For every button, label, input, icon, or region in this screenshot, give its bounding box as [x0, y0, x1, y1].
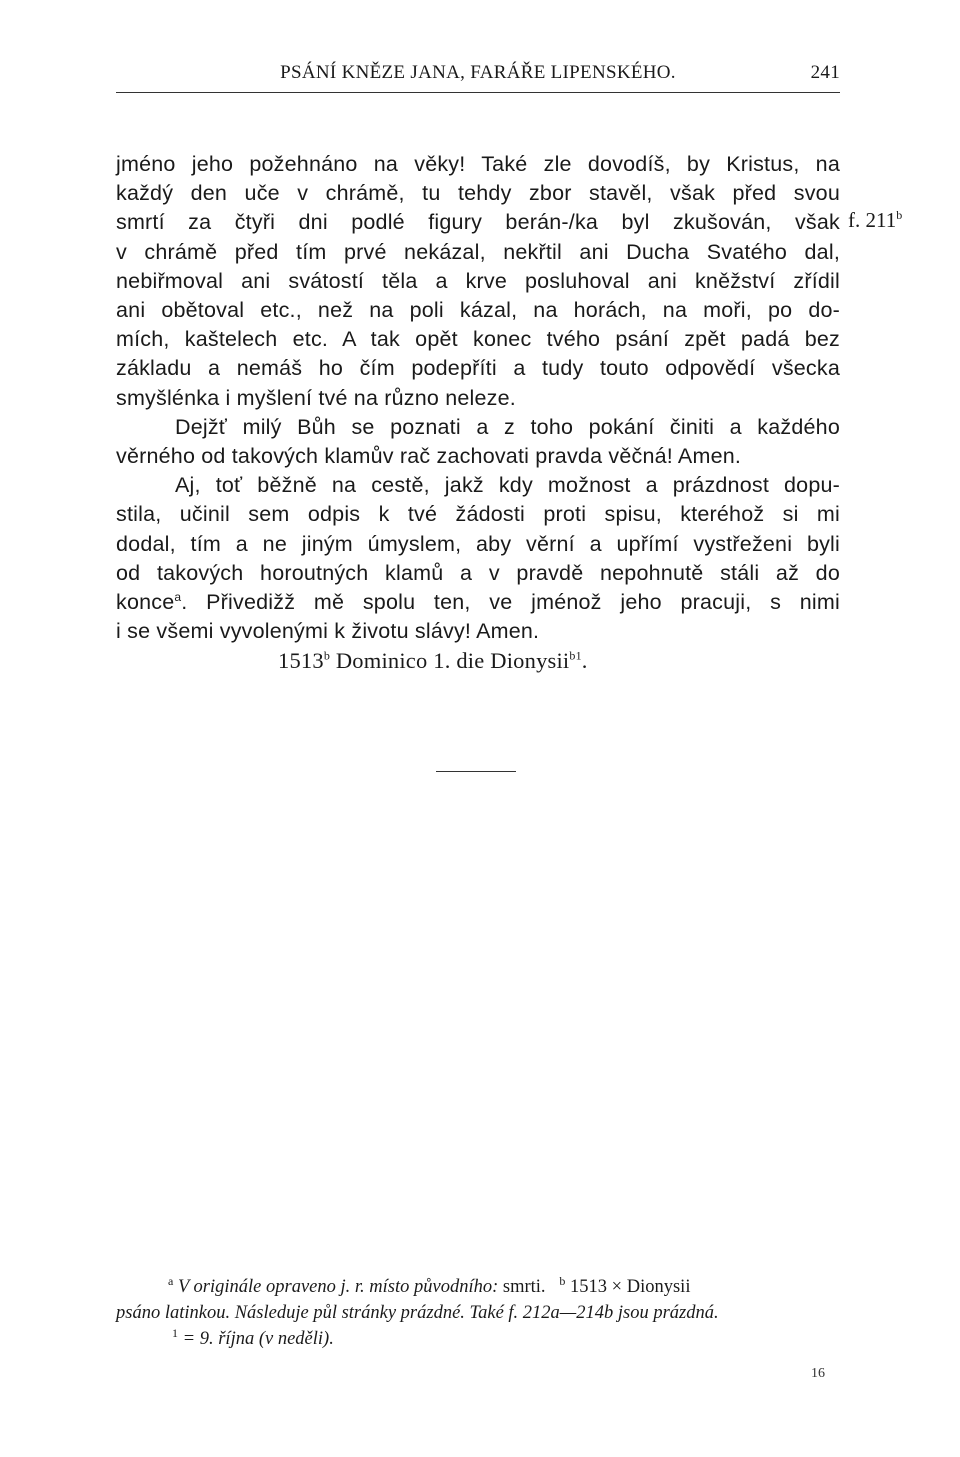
folio-number: f. 211: [848, 208, 897, 232]
header-rule: [116, 92, 840, 93]
date-text: Dominico 1. die Dionysii: [330, 648, 570, 674]
text-segment: se všemi vyvolenými k životu slávy! Amen.: [127, 619, 540, 644]
footnote-marker-b: b: [323, 648, 331, 663]
footnotes: [116, 1274, 840, 1352]
text-segment: konce: [116, 590, 175, 615]
date-year: 1513: [278, 648, 324, 674]
text-line: Dejžť milý Bůh se poznati a z toho pokání činiti a každého: [175, 414, 840, 439]
footnote-b-text: 1513 × Dionysii: [565, 1277, 691, 1297]
text-line: jméno jeho požehnáno na věky! Také zle dovodíš, by Kristus, na: [116, 152, 840, 176]
text-segment: . Přivedižž mě spolu ten, ve jménož jeho pracuji, s nimi: [181, 590, 840, 615]
text-line: ani obětoval etc., než na poli kázal, na horách, na moři, po do-: [116, 298, 840, 323]
footnote-marker-a: a: [174, 589, 182, 604]
section-divider: [436, 771, 516, 772]
margin-folio-note: [848, 208, 902, 233]
text-line: mích, kaštelech etc. A tak opět konec tvého psání zpět padá bez: [116, 327, 840, 352]
footnote-b-marker: b: [559, 1273, 566, 1288]
text-line: věrného od takových klamův rač zachovati pravda věčná! Amen.: [116, 444, 742, 469]
running-head: [116, 62, 840, 84]
body-text: [116, 150, 840, 676]
text-line: [116, 617, 840, 646]
text-line: Aj, toť běžně na cestě, jakž kdy možnost a prázdnost dopu-: [175, 473, 840, 498]
footnote-1-text: = 9. října (v neděli).: [178, 1329, 334, 1349]
date-line: [116, 646, 840, 675]
text-line: základu a nemáš ho čím podepříti a tudy touto odpovědí všecka: [116, 356, 840, 381]
footnote-a-word: smrti.: [498, 1277, 546, 1297]
text-line: smyšlénka i myšlení tvé na různo neleze.: [116, 385, 516, 410]
text-line: smrtí za čtyři dni podlé figury berán-/ka byl zkušován, však: [116, 210, 840, 235]
footnote-a-marker: a: [168, 1273, 174, 1288]
text-line: od takových horoutných klamů a v pravdě nepohnutě stáli až do: [116, 560, 840, 585]
footnote-marker-b1: b1: [569, 648, 582, 663]
text-segment: i: [116, 619, 128, 644]
text-line: stila, učinil sem odpis k tvé žádosti proti spisu, kteréhož si mi: [116, 502, 840, 527]
text-line: v chrámě před tím prvé nekázal, nekřtil ani Ducha Svatého dal,: [116, 239, 840, 264]
footnote-a-text: V originále opraveno j. r. místo původního:: [177, 1277, 499, 1297]
text-line: nebiřmoval ani svátostí těla a krve posluhoval ani kněžství zřídil: [116, 268, 840, 293]
running-title: PSÁNÍ KNĚZE JANA, FARÁŘE LIPENSKÉHO.: [280, 62, 676, 83]
footnote-line: [116, 1274, 840, 1300]
text-line: dodal, tím a ne jiným úmyslem, aby věrní a upřímí vystřeženi byli: [116, 531, 840, 556]
date-end: .: [581, 648, 588, 674]
signature-mark: 16: [811, 1366, 825, 1381]
footnote-line: [116, 1326, 840, 1352]
text-line: každý den uče v chrámě, tu tehdy zbor stavěl, však před svou: [116, 181, 840, 206]
page-number: 241: [810, 62, 840, 83]
footnote-1-marker: 1: [172, 1325, 178, 1340]
text-line-with-note: [116, 588, 840, 617]
folio-marker: b: [896, 208, 903, 222]
footnote-line: psáno latinkou. Následuje půl stránky prázdné. Také f. 212a—214b jsou prázdná.: [116, 1303, 719, 1323]
